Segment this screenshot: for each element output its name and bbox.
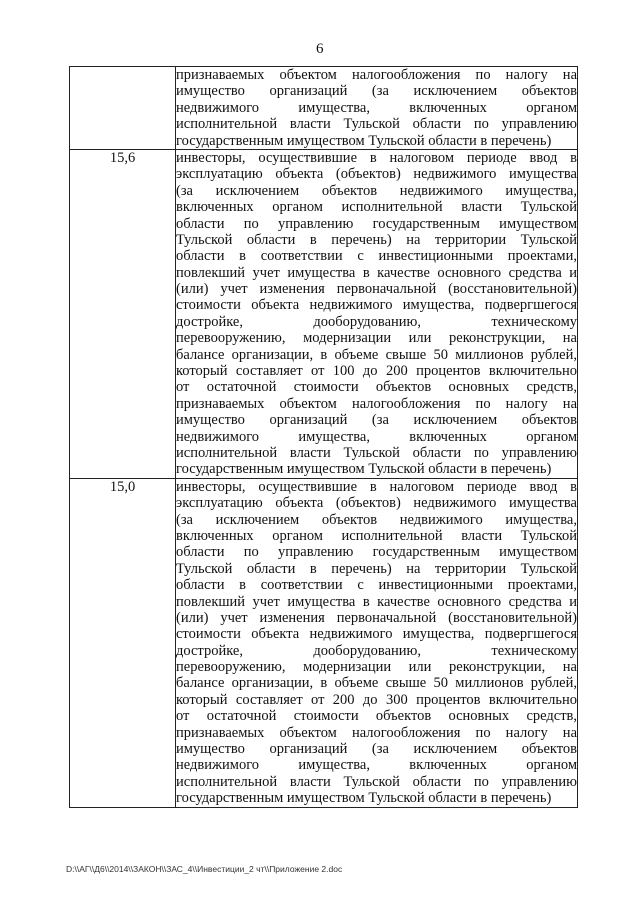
table-row <box>70 478 578 807</box>
text-line: области по управлению государственным имуществом <box>176 215 577 232</box>
description-cell <box>176 67 578 150</box>
text-line: повлекший учет имущества в качестве основного средства и <box>176 264 577 281</box>
text-line: области по управлению государственным имуществом <box>176 544 577 561</box>
text-line: государственным имуществом Тульской области в перечень) <box>176 132 552 149</box>
text-line: (или) учет изменения первоначальной (восстановительной) <box>176 281 577 298</box>
text-line: признаваемых объектом налогообложения по налогу на <box>176 724 577 741</box>
text-line: имущество организаций (за исключением объектов <box>176 83 577 100</box>
page-number: 6 <box>316 41 324 57</box>
text-line: который составляет от 100 до 200 процентов включительно <box>176 363 577 380</box>
text-line: государственным имуществом Тульской области в перечень) <box>176 790 552 807</box>
text-line: инвесторы, осуществившие в налоговом периоде ввод в <box>176 149 577 166</box>
text-line: балансе организации, в объеме свыше 50 миллионов рублей, <box>176 346 577 363</box>
text-line: исполнительной власти Тульской области по управлению <box>176 444 577 461</box>
text-line: признаваемых объектом налогообложения по налогу на <box>176 395 577 412</box>
tax-rate-cell: 15,0 <box>70 478 176 807</box>
text-line: имущество организаций (за исключением объектов <box>176 412 577 429</box>
text-line: балансе организации, в объеме свыше 50 миллионов рублей, <box>176 675 577 692</box>
text-line: от остаточной стоимости объектов основных средств, <box>176 708 577 725</box>
text-line: недвижимого имущества, включенных органом <box>176 428 577 445</box>
text-line: перевооружению, модернизации или реконструкции, на <box>176 330 577 347</box>
description-cell <box>176 478 578 807</box>
text-line: стоимости объекта недвижимого имущества, подвергшегося <box>176 626 577 643</box>
text-line: области в соответствии с инвестиционными проектами, <box>176 248 577 265</box>
text-line: стоимости объекта недвижимого имущества, подвергшегося <box>176 297 577 314</box>
text-line: от остаточной стоимости объектов основных средств, <box>176 379 577 396</box>
text-line: эксплуатацию объекта (объектов) недвижимого имущества <box>176 166 577 183</box>
text-line: эксплуатацию объекта (объектов) недвижимого имущества <box>176 495 577 512</box>
text-line: достройке, дооборудованию, техническому <box>176 642 577 659</box>
rates-table <box>69 66 578 808</box>
text-line: перевооружению, модернизации или реконструкции, на <box>176 659 577 676</box>
description-cell <box>176 149 578 478</box>
text-line: государственным имуществом Тульской области в перечень) <box>176 461 552 478</box>
table-row <box>70 67 578 150</box>
text-line: недвижимого имущества, включенных органом <box>176 99 577 116</box>
text-line: включенных органом исполнительной власти Тульской <box>176 527 577 544</box>
tax-rate-cell: 15,6 <box>70 149 176 478</box>
text-line: достройке, дооборудованию, техническому <box>176 313 577 330</box>
text-line: исполнительной власти Тульской области по управлению <box>176 773 577 790</box>
text-line: (за исключением объектов недвижимого имущества, <box>176 511 577 528</box>
text-line: Тульской области в перечень) на территории Тульской <box>176 560 577 577</box>
text-line: области в соответствии с инвестиционными проектами, <box>176 577 577 594</box>
text-line: повлекший учет имущества в качестве основного средства и <box>176 593 577 610</box>
text-line: инвесторы, осуществившие в налоговом периоде ввод в <box>176 478 577 495</box>
file-path-footer: D:\\АГ\\Д6\\2014\\ЗАКОН\\ЗАС_4\\Инвестиции_2 чт\\Приложение 2.doc <box>66 864 343 874</box>
text-line: недвижимого имущества, включенных органом <box>176 757 577 774</box>
text-line: признаваемых объектом налогообложения по налогу на <box>176 67 577 83</box>
tax-rate-cell <box>70 67 176 150</box>
text-line: исполнительной власти Тульской области по управлению <box>176 116 577 133</box>
text-line: включенных органом исполнительной власти Тульской <box>176 199 577 216</box>
text-line: имущество организаций (за исключением объектов <box>176 741 577 758</box>
text-line: Тульской области в перечень) на территории Тульской <box>176 231 577 248</box>
text-line: (за исключением объектов недвижимого имущества, <box>176 182 577 199</box>
table-row <box>70 149 578 478</box>
text-line: (или) учет изменения первоначальной (восстановительной) <box>176 609 577 626</box>
text-line: который составляет от 200 до 300 процентов включительно <box>176 691 577 708</box>
